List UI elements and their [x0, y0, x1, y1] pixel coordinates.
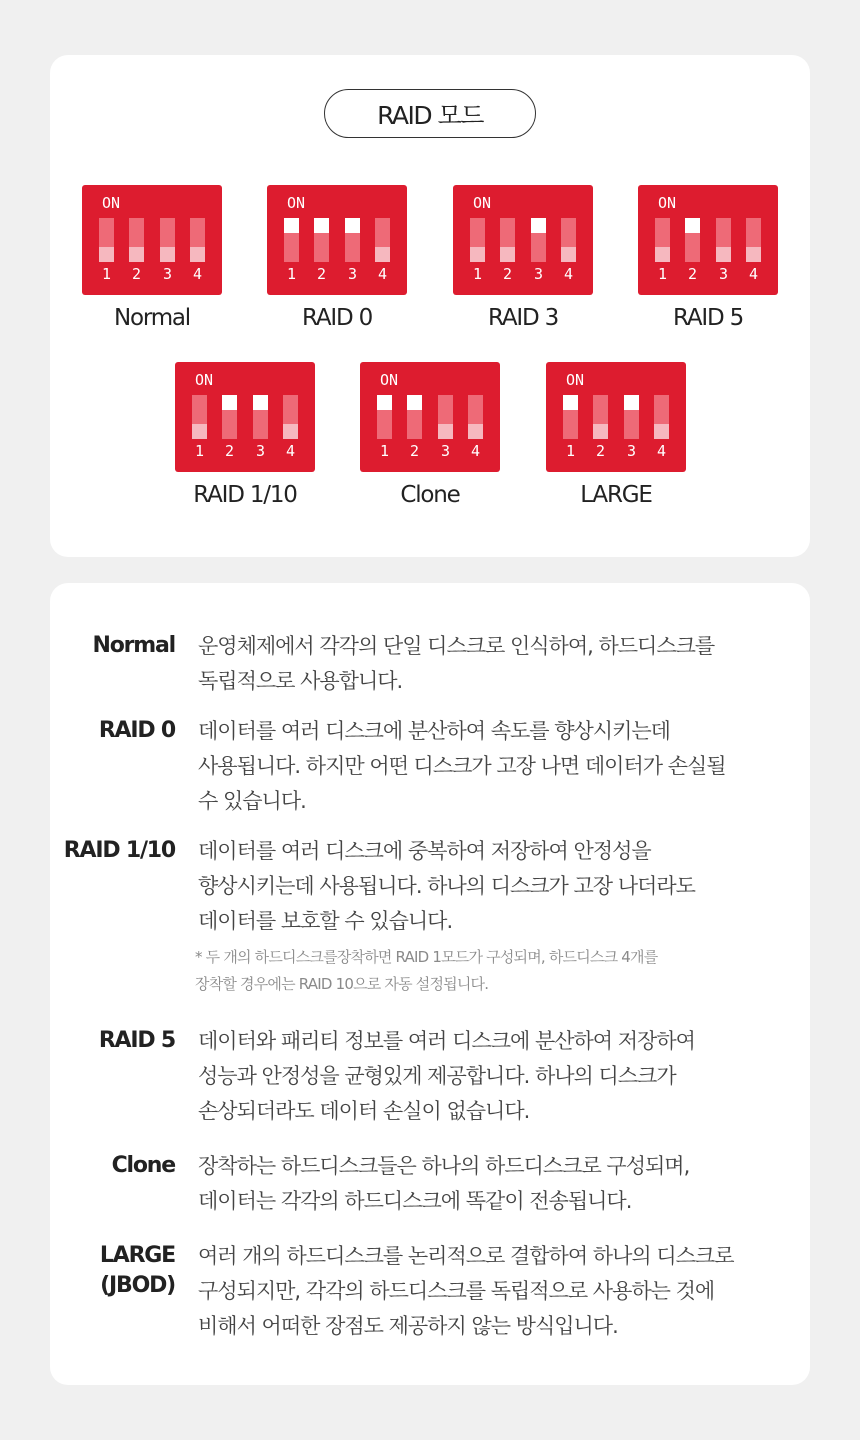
switch-knob	[99, 247, 114, 262]
dip-switch-1	[655, 218, 670, 262]
switch-number: 3	[533, 265, 544, 283]
switch-knob	[561, 247, 576, 262]
switch-knob	[470, 247, 485, 262]
switch-knob	[283, 424, 298, 439]
description-line: 비해서 어떠한 장점도 제공하지 않는 방식입니다.	[198, 1314, 618, 1338]
switch-number: 1	[101, 265, 112, 283]
dip-switch-block	[82, 185, 222, 295]
description-line: 데이터를 여러 디스크에 분산하여 속도를 향상시키는데	[198, 719, 670, 743]
switch-number: 2	[316, 265, 327, 283]
switch-number: 1	[286, 265, 297, 283]
dip-switch-block	[546, 362, 686, 472]
description-line: 성능과 안정성을 균형있게 제공합니다. 하나의 디스크가	[198, 1064, 676, 1088]
term-line: (JBOD)	[100, 1273, 175, 1298]
dip-switch-4	[561, 218, 576, 262]
term-line: RAID 5	[98, 1028, 175, 1053]
term-line: RAID 1/10	[63, 838, 175, 863]
dip-switch-2	[407, 395, 422, 439]
mode-normal	[82, 185, 222, 331]
switch-knob	[438, 424, 453, 439]
switch-number: 4	[748, 265, 759, 283]
dip-switch-block	[360, 362, 500, 472]
description-text	[198, 629, 783, 699]
mode-label: RAID 3	[487, 305, 559, 331]
dip-switch-4	[468, 395, 483, 439]
switch-number: 2	[224, 442, 235, 460]
switch-number: 3	[626, 442, 637, 460]
on-label: ON	[102, 194, 121, 212]
switch-knob	[655, 247, 670, 262]
note-line: * 두 개의 하드디스크를장착하면 RAID 1모드가 구성되며, 하드디스크 4개를	[195, 948, 658, 966]
description-term	[112, 1151, 175, 1181]
note-line: 장착할 경우에는 RAID 10으로 자동 설정됩니다.	[195, 975, 489, 993]
description-term	[93, 631, 176, 661]
switch-knob	[500, 247, 515, 262]
switch-knob	[192, 424, 207, 439]
mode-label: RAID 0	[301, 305, 373, 331]
switch-number: 1	[379, 442, 390, 460]
dip-switch-2	[129, 218, 144, 262]
description-term	[99, 716, 175, 746]
dip-switch-4	[654, 395, 669, 439]
dip-switch-3	[345, 218, 360, 262]
switch-number: 1	[472, 265, 483, 283]
description-text	[198, 834, 783, 939]
description-line: 독립적으로 사용합니다.	[198, 669, 403, 693]
mode-raid-3	[453, 185, 593, 331]
mode-raid-0	[267, 185, 407, 331]
dip-switch-3	[531, 218, 546, 262]
mode-label: LARGE	[580, 482, 652, 508]
switch-number: 3	[440, 442, 451, 460]
switch-knob	[563, 395, 578, 410]
dip-switch-2	[593, 395, 608, 439]
term-line: Normal	[92, 633, 175, 658]
description-line: 사용됩니다. 하지만 어떤 디스크가 고장 나면 데이터가 손실될	[198, 754, 726, 778]
dip-switch-block	[453, 185, 593, 295]
switch-knob	[129, 247, 144, 262]
description-line: 장착하는 하드디스크들은 하나의 하드디스크로 구성되며,	[198, 1154, 690, 1178]
dip-switch-3	[624, 395, 639, 439]
dip-switch-1	[470, 218, 485, 262]
description-text	[198, 714, 783, 819]
on-label: ON	[195, 371, 214, 389]
on-label: ON	[566, 371, 585, 389]
mode-large	[546, 362, 686, 508]
term-line: LARGE	[99, 1243, 175, 1268]
description-text	[198, 1149, 783, 1219]
mode-label: Normal	[113, 305, 191, 331]
switch-number: 2	[409, 442, 420, 460]
mode-descriptions-card	[50, 583, 810, 1385]
dip-switch-4	[190, 218, 205, 262]
switch-knob	[160, 247, 175, 262]
switch-number: 1	[194, 442, 205, 460]
dip-switch-block	[267, 185, 407, 295]
dip-switch-1	[563, 395, 578, 439]
dip-switch-2	[685, 218, 700, 262]
description-text	[198, 1024, 783, 1129]
switch-knob	[624, 395, 639, 410]
dip-switch-1	[99, 218, 114, 262]
on-label: ON	[473, 194, 492, 212]
switch-number: 2	[502, 265, 513, 283]
dip-switch-3	[716, 218, 731, 262]
on-label: ON	[287, 194, 306, 212]
description-term	[99, 1026, 175, 1056]
dip-switch-4	[283, 395, 298, 439]
switch-number: 2	[687, 265, 698, 283]
description-term	[64, 836, 175, 866]
description-text	[198, 1239, 783, 1344]
dip-switch-1	[192, 395, 207, 439]
dip-switch-1	[284, 218, 299, 262]
on-label: ON	[380, 371, 399, 389]
switch-knob	[222, 395, 237, 410]
dip-switch-2	[314, 218, 329, 262]
dip-switch-block	[175, 362, 315, 472]
section-title: RAID 모드	[324, 89, 536, 138]
switch-number: 1	[565, 442, 576, 460]
description-line: 데이터는 각각의 하드디스크에 똑같이 전송됩니다.	[198, 1189, 632, 1213]
term-line: RAID 0	[98, 718, 175, 743]
mode-label: Clone	[400, 482, 460, 508]
switch-number: 1	[657, 265, 668, 283]
mode-raid-5	[638, 185, 778, 331]
switch-knob	[407, 395, 422, 410]
switch-number: 4	[285, 442, 296, 460]
description-line: 손상되더라도 데이터 손실이 없습니다.	[198, 1099, 530, 1123]
mode-label: RAID 1/10	[193, 482, 297, 508]
switch-number: 4	[470, 442, 481, 460]
switch-knob	[468, 424, 483, 439]
description-line: 데이터를 여러 디스크에 중복하여 저장하여 안정성을	[198, 839, 651, 863]
switch-knob	[654, 424, 669, 439]
dip-switch-4	[746, 218, 761, 262]
switch-number: 4	[192, 265, 203, 283]
term-line: Clone	[111, 1153, 175, 1178]
dip-switch-1	[377, 395, 392, 439]
on-label: ON	[658, 194, 677, 212]
switch-knob	[314, 218, 329, 233]
dip-switch-3	[253, 395, 268, 439]
dip-switch-2	[500, 218, 515, 262]
description-term	[100, 1241, 175, 1301]
mode-raid-1-10	[175, 362, 315, 508]
switch-knob	[190, 247, 205, 262]
switch-number: 3	[347, 265, 358, 283]
description-line: 데이터와 패리티 정보를 여러 디스크에 분산하여 저장하여	[198, 1029, 695, 1053]
switch-knob	[345, 218, 360, 233]
switch-number: 3	[255, 442, 266, 460]
switch-knob	[593, 424, 608, 439]
switch-knob	[375, 247, 390, 262]
mode-label: RAID 5	[672, 305, 744, 331]
switch-number: 2	[131, 265, 142, 283]
description-line: 수 있습니다.	[198, 789, 306, 813]
switch-knob	[746, 247, 761, 262]
switch-number: 3	[162, 265, 173, 283]
switch-number: 4	[656, 442, 667, 460]
description-line: 데이터를 보호할 수 있습니다.	[198, 909, 453, 933]
switch-number: 4	[563, 265, 574, 283]
switch-number: 3	[718, 265, 729, 283]
switch-number: 4	[377, 265, 388, 283]
description-line: 여러 개의 하드디스크를 논리적으로 결합하여 하나의 디스크로	[198, 1244, 734, 1268]
switch-knob	[716, 247, 731, 262]
description-line: 운영체제에서 각각의 단일 디스크로 인식하여, 하드디스크를	[198, 634, 715, 658]
description-line: 구성되지만, 각각의 하드디스크를 독립적으로 사용하는 것에	[198, 1279, 715, 1303]
dip-switch-block	[638, 185, 778, 295]
switch-knob	[253, 395, 268, 410]
description-line: 향상시키는데 사용됩니다. 하나의 디스크가 고장 나더라도	[198, 874, 695, 898]
mode-clone	[360, 362, 500, 508]
raid-note	[195, 944, 785, 998]
switch-knob	[685, 218, 700, 233]
raid-modes-card	[50, 55, 810, 557]
dip-switch-3	[160, 218, 175, 262]
switch-knob	[531, 218, 546, 233]
switch-knob	[284, 218, 299, 233]
dip-switch-3	[438, 395, 453, 439]
dip-switch-2	[222, 395, 237, 439]
dip-switch-4	[375, 218, 390, 262]
switch-knob	[377, 395, 392, 410]
switch-number: 2	[595, 442, 606, 460]
